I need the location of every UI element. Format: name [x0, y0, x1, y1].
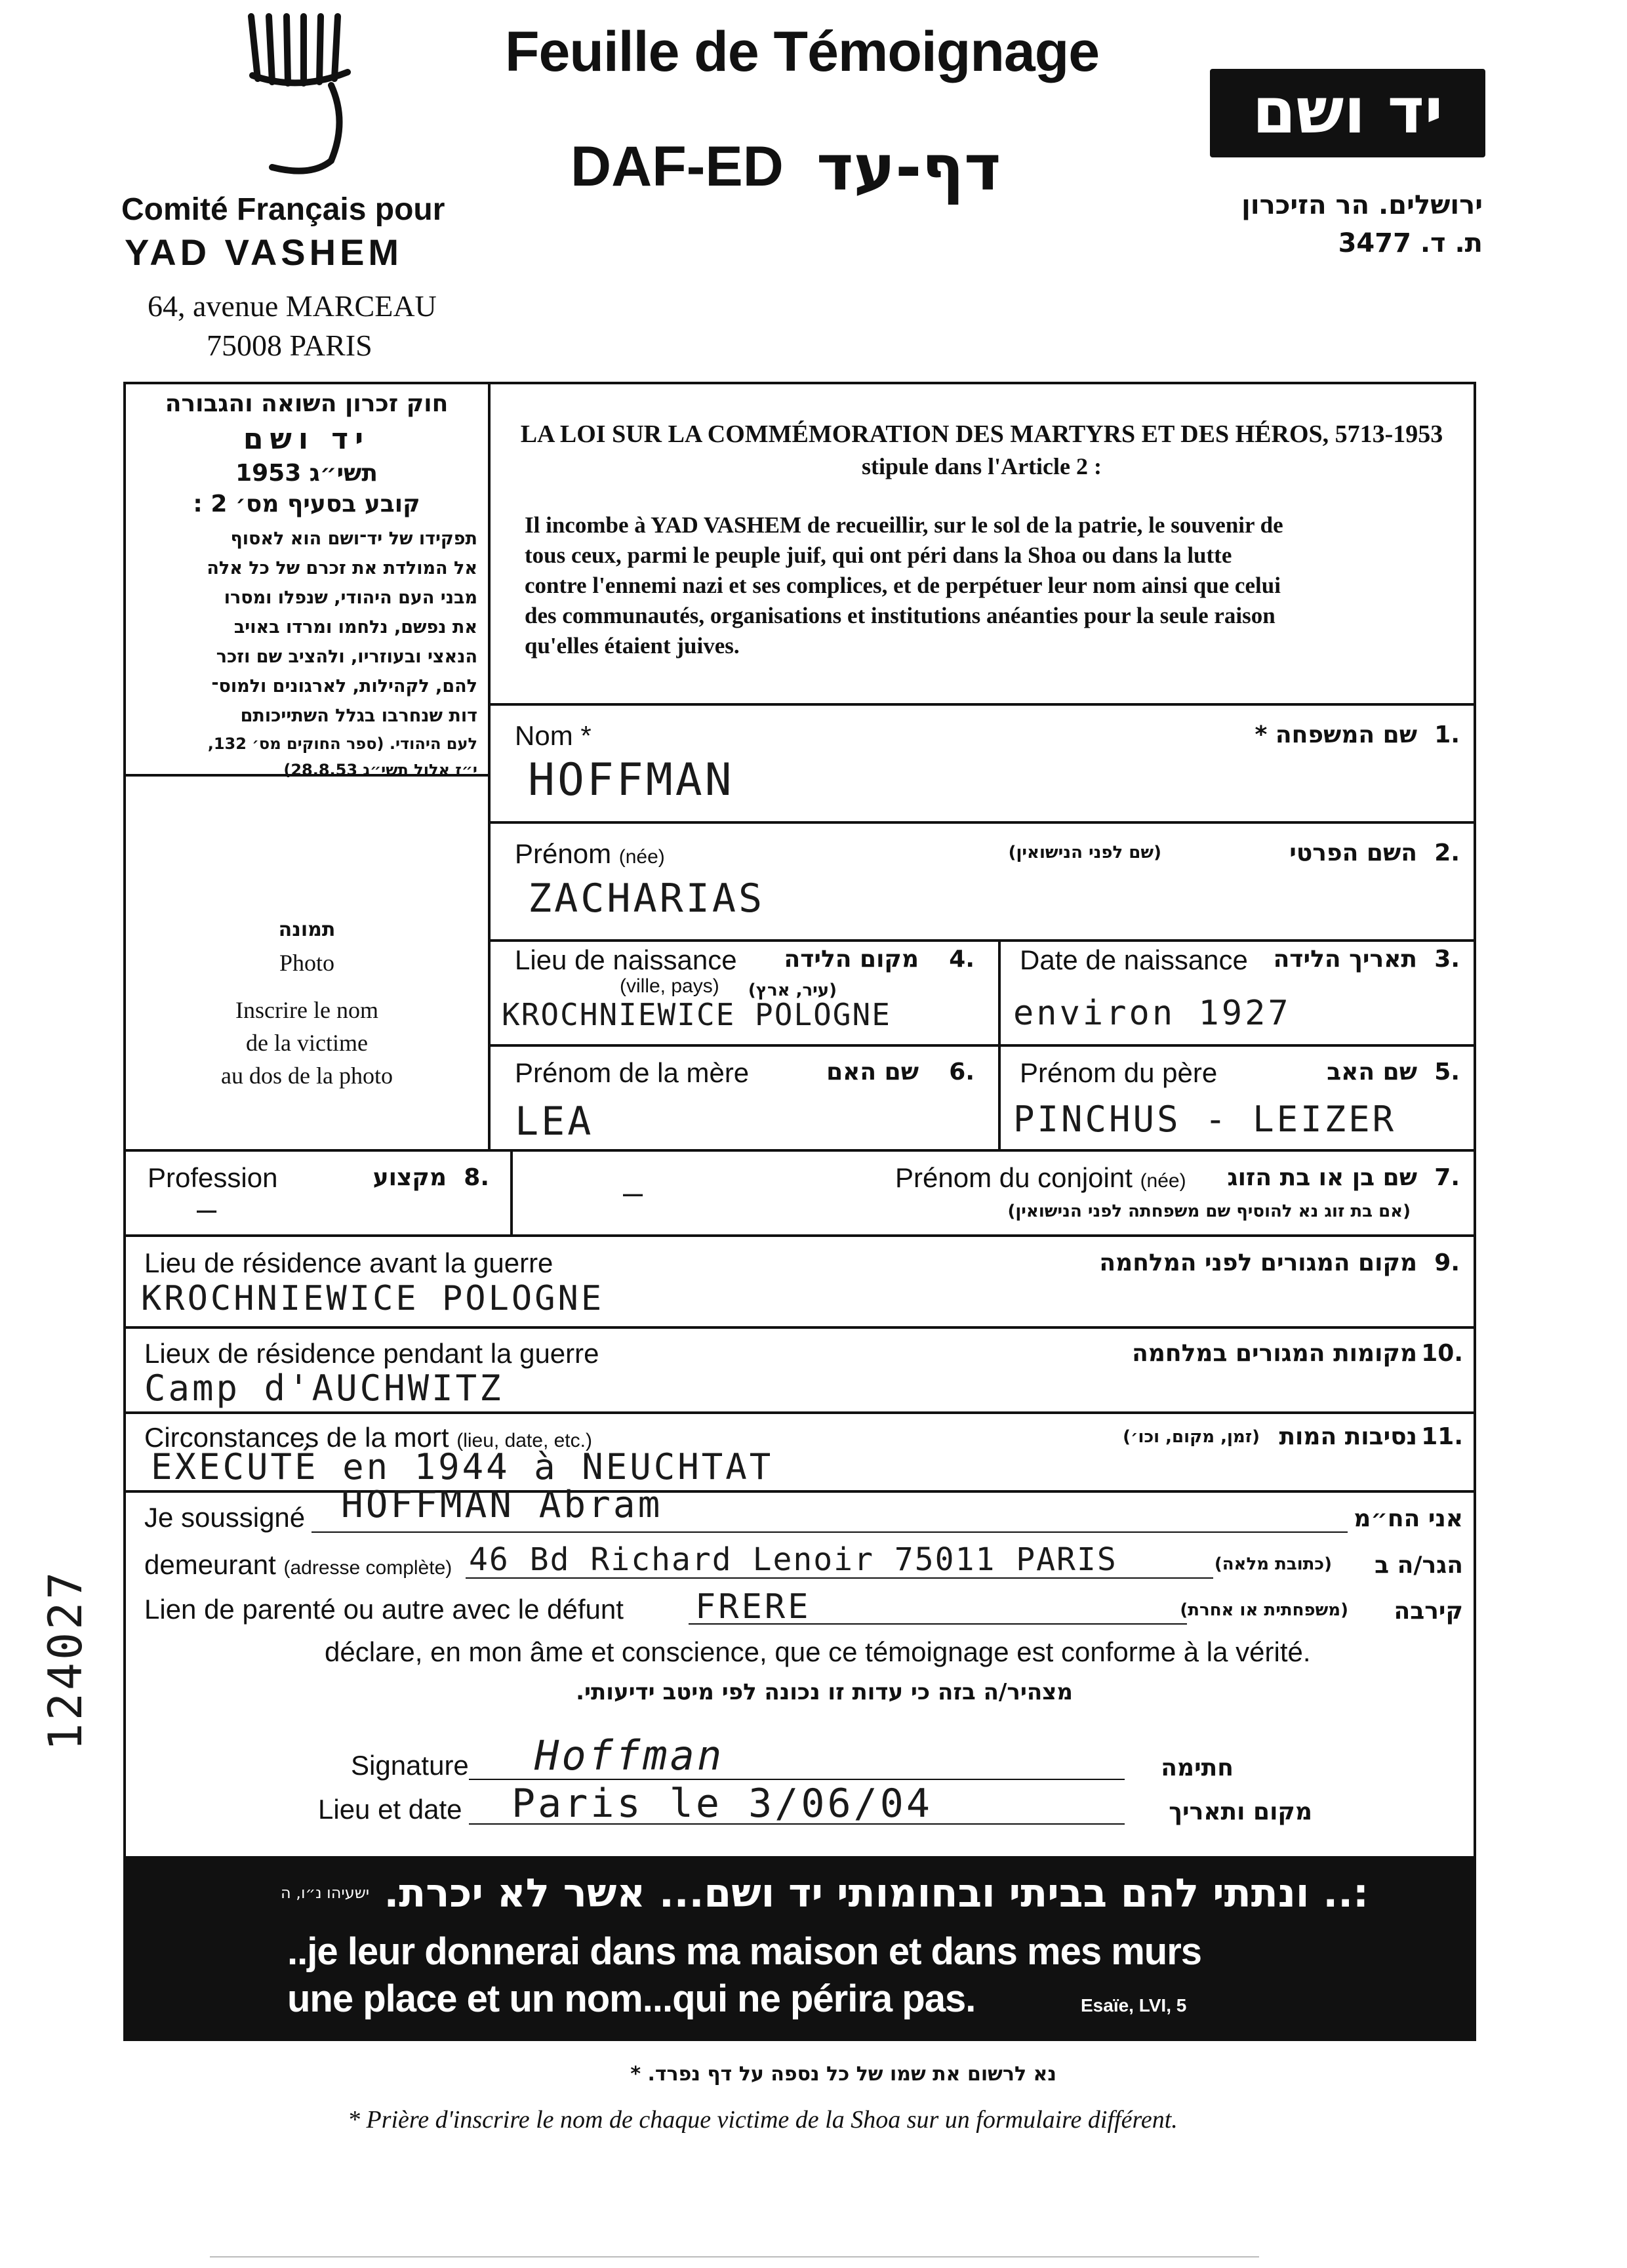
law-french-line: des communautés, organisations et institutions anéanties pour la seule raison: [525, 603, 1275, 628]
conjoint-number: .7: [1434, 1164, 1460, 1191]
law-french-line: Il incombe à YAD VASHEM de recueillir, sur le sol de la patrie, le souvenir de: [525, 512, 1283, 538]
profession-label-hebrew: מקצוע: [372, 1164, 447, 1191]
prenom-pere-label: Prénom du père: [1020, 1057, 1218, 1088]
lieu-naissance-number: .4: [949, 946, 974, 973]
photo-instruction-line3: au dos de la photo: [221, 1063, 393, 1089]
residence-avant-value[interactable]: KROCHNIEWICE POLOGNE: [141, 1279, 605, 1318]
photo-instruction-line1: Inscrire le nom: [235, 997, 378, 1023]
law-french-line: tous ceux, parmi le peuple juif, qui ont péri dans la Shoa ou dans la lutte: [525, 542, 1232, 568]
residence-avant-label-hebrew: מקום המגורים לפני המלחמה: [1099, 1249, 1417, 1276]
law-hebrew-text: [128, 524, 485, 783]
lieu-date-value[interactable]: Paris le 3/06/04: [512, 1781, 933, 1827]
photo-label-hebrew: תמונה: [278, 918, 336, 941]
signature-label: Signature: [351, 1750, 469, 1781]
circonstances-label-hebrew-small: (זמן, מקום, וכו׳): [1123, 1427, 1260, 1447]
prenom-label: [515, 838, 665, 870]
date-naissance-label: Date de naissance: [1020, 944, 1248, 975]
circonstances-label-small: (lieu, date, etc.): [456, 1430, 592, 1451]
conjoint-label-hebrew: שם בן או בת הזוג: [1227, 1164, 1417, 1191]
lieu-naissance-label: Lieu de naissance: [515, 944, 737, 975]
nom-label: Nom *: [515, 720, 592, 751]
conjoint-label-hebrew-small: (אם בת זוג נא להוסיף שם משפחתה לפני הנישואין): [1007, 1202, 1411, 1221]
quote-banner: [123, 1856, 1474, 2038]
archive-number: 124027: [39, 1569, 92, 1751]
org-name-line2: YAD VASHEM: [125, 232, 403, 273]
photo-instruction-line2: de la victime: [246, 1030, 368, 1056]
nom-label-hebrew: שם המשפחה *: [1255, 721, 1417, 748]
banner-french-ref: Esaïe, LVI, 5: [1081, 1995, 1187, 2015]
parente-label: Lien de parenté ou autre avec le défunt: [144, 1594, 624, 1625]
circonstances-number: .11: [1421, 1423, 1463, 1450]
circonstances-value[interactable]: EXECUTÉ en 1944 à NEUCHTAT: [151, 1446, 774, 1488]
circonstances-label-hebrew: נסיבות המות: [1279, 1423, 1417, 1450]
nom-value[interactable]: HOFFMAN: [528, 754, 734, 806]
form-subtitle-latin: DAF-ED: [571, 135, 784, 198]
prenom-pere-value[interactable]: PINCHUS - LEIZER: [1013, 1099, 1397, 1140]
law-hebrew-line: י״ז אלול תשי״ג 28.8.53): [283, 761, 477, 779]
logo-hebrew-text: יד ושם: [1252, 74, 1443, 148]
parente-label-hebrew: קירבה: [1394, 1598, 1463, 1625]
law-french-text: [525, 510, 1456, 661]
law-hebrew-line: הנאצי ובעוזריו, ולהציב שם וזכר: [216, 647, 477, 667]
residence-avant-number: .9: [1434, 1249, 1460, 1276]
demeurant-value[interactable]: 46 Bd Richard Lenoir 75011 PARIS: [469, 1541, 1117, 1578]
form-subtitle-hebrew: דף-עד: [816, 131, 1001, 205]
demeurant-label-small: (adresse complète): [283, 1557, 452, 1579]
declaration-text-hebrew: מצהיר/ה בזה כי עדות זו נכונה לפי מיטב ידיעותי.: [576, 1679, 1073, 1705]
prenom-mere-value[interactable]: LEA: [515, 1099, 594, 1144]
soussigne-label: Je soussigné: [144, 1502, 306, 1533]
conjoint-label: [895, 1162, 1186, 1194]
conjoint-label-text: Prénom du conjoint: [895, 1162, 1133, 1193]
yad-vashem-logo: [233, 10, 364, 187]
date-naissance-number: .3: [1434, 946, 1460, 973]
residence-pendant-label: Lieux de résidence pendant la guerre: [144, 1338, 599, 1369]
conjoint-label-small: (née): [1140, 1170, 1186, 1192]
law-hebrew-line: את נפשם, נלחמו ומרדו באויב: [233, 617, 477, 638]
profession-number: .8: [464, 1164, 489, 1191]
prenom-pere-number: .5: [1434, 1059, 1460, 1085]
banner-hebrew-ref: ישעיהו נ״ו, ה: [281, 1884, 370, 1902]
date-naissance-value[interactable]: environ 1927: [1013, 994, 1291, 1033]
address-hebrew-line1: ירושלים. הר הזיכרון: [1241, 190, 1483, 220]
prenom-label-hebrew: השם הפרטי: [1289, 840, 1417, 866]
parente-label-hebrew-small: (משפחתית או אחרת): [1180, 1600, 1348, 1620]
prenom-mere-label-hebrew: שם האם: [826, 1059, 919, 1085]
demeurant-label-text: demeurant: [144, 1549, 276, 1580]
photo-box[interactable]: [126, 918, 488, 1089]
law-hebrew-box: [128, 390, 485, 783]
org-address-line1: 64, avenue MARCEAU: [148, 289, 437, 323]
law-hebrew-line: אל המולדת את זכרם של כל אלה: [207, 558, 477, 578]
residence-pendant-label-hebrew: מקומות המגורים במלחמה: [1132, 1340, 1417, 1367]
soussigne-label-hebrew: אני הח״מ: [1354, 1505, 1463, 1532]
demeurant-label-hebrew-small: (כתובת מלאה): [1214, 1554, 1332, 1574]
prenom-label-hebrew-small: (שם לפני הנישואין): [1008, 843, 1161, 862]
signature-label-hebrew: חתימה: [1161, 1754, 1234, 1781]
date-naissance-label-hebrew: תאריך הלידה: [1273, 946, 1417, 973]
conjoint-value[interactable]: —: [623, 1174, 646, 1212]
prenom-mere-number: .6: [949, 1059, 974, 1085]
demeurant-label: [144, 1549, 452, 1581]
address-hebrew-line2: ת. ד. 3477: [1338, 228, 1483, 258]
law-hebrew-line: תפקידו של יד־ושם הוא לאסוף: [230, 529, 477, 549]
photo-label: Photo: [279, 950, 335, 976]
lieu-naissance-value[interactable]: KROCHNIEWICE POLOGNE: [502, 997, 891, 1032]
prenom-number: .2: [1434, 840, 1460, 866]
residence-pendant-number: .10: [1421, 1340, 1463, 1367]
nom-number: .1: [1434, 721, 1460, 748]
prenom-pere-label-hebrew: שם האב: [1327, 1059, 1417, 1085]
law-french-line: qu'elles étaient juives.: [525, 633, 740, 658]
footnote-hebrew: נא לרשום את שמו של כל נספה על דף נפרד. *: [630, 2063, 1056, 2086]
soussigne-value[interactable]: HOFFMAN Abram: [341, 1484, 663, 1526]
residence-avant-label: Lieu de résidence avant la guerre: [144, 1247, 553, 1278]
law-french-subtitle: stipule dans l'Article 2 :: [862, 453, 1102, 479]
law-hebrew-line: לעם היהודי. (ספר החוקים מס׳ 132,: [207, 735, 477, 753]
prenom-mere-label: Prénom de la mère: [515, 1057, 750, 1088]
declaration-text: déclare, en mon âme et conscience, que ce témoignage est conforme à la vérité.: [325, 1636, 1311, 1667]
law-french-line: contre l'ennemi nazi et ses complices, et de perpétuer leur nom ainsi que celui: [525, 573, 1281, 598]
org-name-line1: Comité Français pour: [121, 192, 445, 227]
law-french-title: LA LOI SUR LA COMMÉMORATION DES MARTYRS ET DES HÉROS, 5713-1953: [520, 420, 1443, 448]
lieu-naissance-label-hebrew-small: (עיר, ארץ): [748, 981, 837, 1000]
footnote-french: * Prière d'inscrire le nom de chaque victime de la Shoa sur un formulaire différent.: [348, 2106, 1178, 2134]
lieu-naissance-label-small: (ville, pays): [620, 975, 719, 997]
signature-value[interactable]: Hoffman: [534, 1731, 725, 1779]
prenom-value[interactable]: ZACHARIAS: [528, 876, 765, 921]
lieu-naissance-label-hebrew: מקום הלידה: [784, 946, 919, 973]
org-address-line2: 75008 PARIS: [207, 329, 372, 362]
prenom-label-text: Prénom: [515, 838, 612, 869]
law-hebrew-line: דות שנחרבו בגלל השתייכותם: [240, 706, 477, 726]
lieu-date-label: Lieu et date: [318, 1794, 462, 1825]
law-hebrew-name: יד ושם: [243, 422, 371, 456]
banner-french-line1: ..je leur donnerai dans ma maison et dans mes murs: [287, 1930, 1202, 1973]
banner-french-line2: une place et un nom...qui ne périra pas.: [287, 1977, 976, 2020]
demeurant-label-hebrew: הגר/ה ב: [1375, 1552, 1463, 1579]
residence-pendant-value[interactable]: Camp d'AUCHWITZ: [144, 1367, 504, 1409]
lieu-date-label-hebrew: מקום ותאריך: [1169, 1798, 1312, 1825]
law-hebrew-line: להם, לקהילות, לארגונים ולמוס־: [211, 676, 477, 697]
yad-vashem-hebrew-logo: [1210, 69, 1485, 157]
law-hebrew-line: מבני העם היהודי, שנפלו ומסרו: [224, 588, 477, 608]
prenom-label-small: (née): [618, 846, 665, 868]
profession-value[interactable]: —: [197, 1190, 220, 1228]
law-hebrew-title: חוק זכרון השואה והגבורה: [165, 390, 449, 417]
law-hebrew-article: קובע בסעיף מס׳ 2 :: [193, 491, 420, 517]
profession-label: Profession: [148, 1162, 278, 1193]
circonstances-label-text: Circonstances de la mort: [144, 1422, 449, 1453]
law-hebrew-year: תשי״ג 1953: [235, 460, 378, 487]
form-title: Feuille de Témoignage: [505, 20, 1100, 83]
parente-value[interactable]: FRERE: [695, 1587, 811, 1627]
banner-hebrew-quote: :.. ונתתי להם בביתי ובחומותי יד ושם... אשר לא יכרת.: [384, 1871, 1369, 1916]
